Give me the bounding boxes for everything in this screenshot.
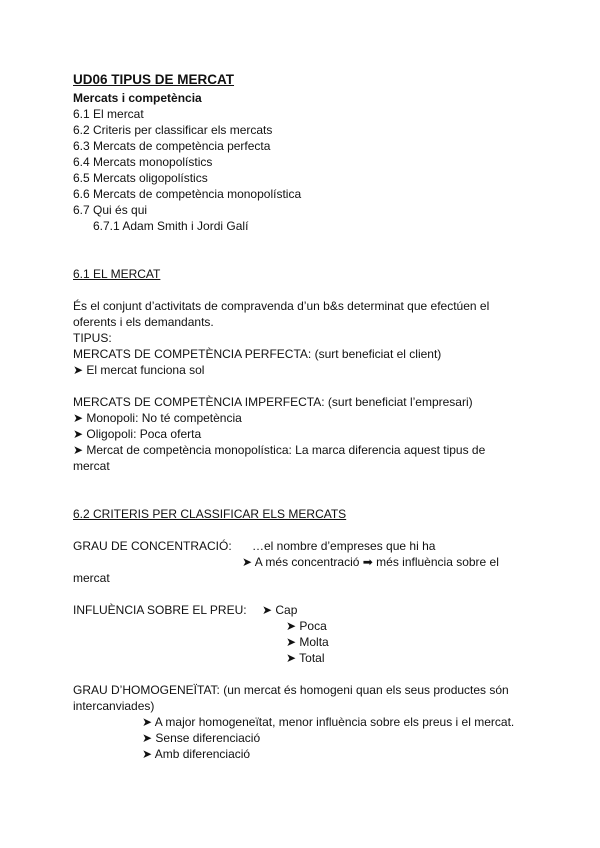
section-1-definition: És el conjunt d’activitats de compravenda d’un b&s determinat que efectúen el — [73, 299, 490, 313]
perfect-competition-label: MERCATS DE COMPETÈNCIA PERFECTA: (surt beneficiat el client) — [73, 347, 442, 361]
imperfect-bullet: ➤ Oligopoli: Poca oferta — [73, 427, 202, 441]
imperfect-bullet: ➤ Monopoli: No té competència — [73, 411, 242, 425]
homogeneity-bullet: ➤ Sense diferenciació — [142, 731, 261, 745]
section-2-heading: 6.2 CRITERIS PER CLASSIFICAR ELS MERCATS — [73, 507, 347, 521]
section-1-heading: 6.1 EL MERCAT — [73, 267, 161, 281]
price-influence-bullet: ➤ Molta — [286, 635, 329, 649]
toc-item: 6.2 Criteris per classificar els mercats — [73, 123, 273, 137]
imperfect-bullet-cont: mercat — [73, 459, 110, 473]
concentration-cont: mercat — [73, 571, 110, 585]
concentration-label: GRAU DE CONCENTRACIÓ: — [73, 539, 232, 553]
price-influence-bullet: ➤ Cap — [262, 603, 298, 617]
homogeneity-bullet: ➤ Amb diferenciació — [142, 747, 251, 761]
price-influence-bullet: ➤ Poca — [286, 619, 327, 633]
document-title: UD06 TIPUS DE MERCAT — [73, 72, 235, 87]
homogeneity-bullet: ➤ A major homogeneïtat, menor influència sobre els preus i el mercat. — [142, 715, 515, 729]
tipus-label: TIPUS: — [73, 331, 112, 345]
imperfect-competition-label: MERCATS DE COMPETÈNCIA IMPERFECTA: (surt beneficiat l’empresari) — [73, 395, 473, 409]
toc-subitem: 6.7.1 Adam Smith i Jordi Galí — [93, 219, 249, 233]
perfect-bullet: ➤ El mercat funciona sol — [73, 363, 205, 377]
toc-item: 6.1 El mercat — [73, 107, 144, 121]
toc-item: 6.5 Mercats oligopolístics — [73, 171, 208, 185]
toc-item: 6.6 Mercats de competència monopolística — [73, 187, 302, 201]
price-influence-bullet: ➤ Total — [286, 651, 325, 665]
concentration-bullet: ➤ A més concentració ➡ més influència sobre el — [242, 555, 499, 569]
imperfect-bullet: ➤ Mercat de competència monopolística: La marca diferencia aquest tipus de — [73, 443, 486, 457]
homogeneity-label-cont: intercanviades) — [73, 699, 155, 713]
price-influence-label: INFLUÈNCIA SOBRE EL PREU: — [73, 603, 247, 617]
toc-item: 6.7 Qui és qui — [73, 203, 148, 217]
concentration-text: …el nombre d’empreses que hi ha — [252, 539, 436, 553]
toc-item: 6.4 Mercats monopolístics — [73, 155, 213, 169]
document-subtitle: Mercats i competència — [73, 91, 202, 105]
toc-item: 6.3 Mercats de competència perfecta — [73, 139, 271, 153]
homogeneity-label: GRAU D’HOMOGENEÏTAT: (un mercat és homogeni quan els seus productes són — [73, 683, 509, 697]
section-1-definition-cont: oferents i els demandants. — [73, 315, 214, 329]
